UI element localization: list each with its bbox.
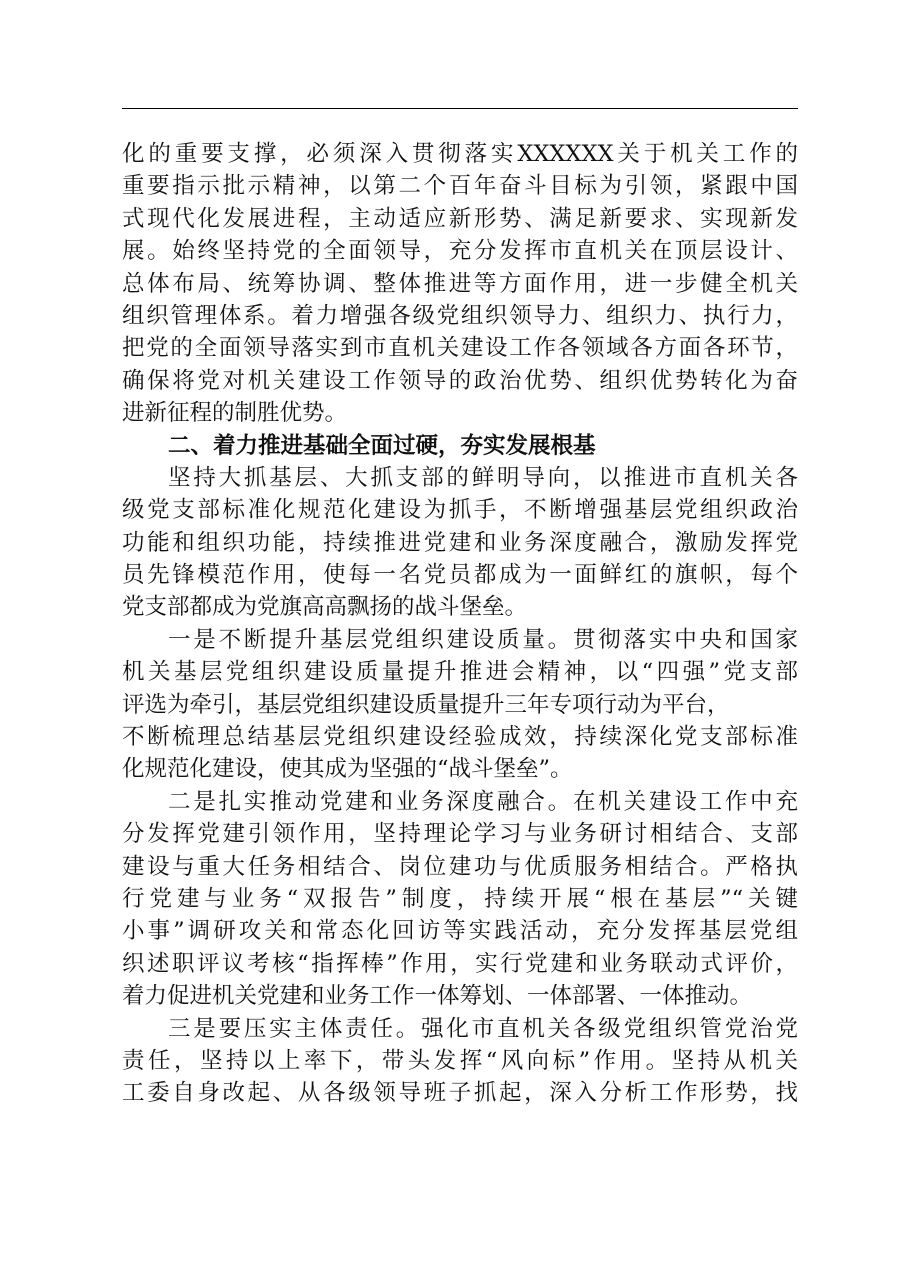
- paragraph-line: 不断梳理总结基层党组织建设经验成效，持续深化党支部标准: [122, 724, 798, 751]
- paragraph-line: 化规范化建设，使其成为坚强的“战斗堡垒”。: [122, 756, 573, 783]
- paragraph-line: 功能和组织功能，持续推进党建和业务深度融合，激励发挥党: [122, 529, 798, 556]
- paragraph-line: 二是扎实推动党建和业务深度融合。在机关建设工作中充: [168, 788, 798, 815]
- paragraph-line: 工委自身改起、从各级领导班子抓起，深入分析工作形势，找: [122, 1080, 798, 1107]
- paragraph-line: 级党支部标准化规范化建设为抓手，不断增强基层党组织政治: [122, 497, 798, 524]
- paragraph-line: 分发挥党建引领作用，坚持理论学习与业务研讨相结合、支部: [122, 821, 798, 848]
- paragraph-line: 化的重要支撑，必须深入贯彻落实XXXXXX关于机关工作的: [122, 141, 798, 167]
- paragraph-line: 责任，坚持以上率下，带头发挥“风向标”作用。坚持从机关: [122, 1047, 798, 1074]
- paragraph-line: 展。始终坚持党的全面领导，充分发挥市直机关在顶层设计、: [122, 238, 798, 265]
- header-rule: [122, 108, 798, 109]
- paragraph-line: 着力促进机关党建和业务工作一体筹划、一体部署、一体推动。: [122, 983, 753, 1010]
- paragraph-line: 组织管理体系。着力增强各级党组织领导力、组织力、执行力，: [122, 302, 798, 329]
- section-heading: 二、着力推进基础全面过硬，夯实发展根基: [168, 432, 596, 459]
- paragraph-line: 把党的全面领导落实到市直机关建设工作各领域各方面各环节，: [122, 335, 798, 362]
- paragraph-line: 评选为牵引，基层党组织建设质量提升三年专项行动为平台，: [122, 691, 730, 718]
- paragraph-line: 小事”调研攻关和常态化回访等实践活动，充分发挥基层党组: [122, 918, 798, 945]
- paragraph-line: 一是不断提升基层党组织建设质量。贯彻落实中央和国家: [168, 626, 798, 653]
- paragraph-line: 重要指示批示精神，以第二个百年奋斗目标为引领，紧跟中国: [122, 173, 798, 200]
- paragraph-line: 坚持大抓基层、大抓支部的鲜明导向，以推进市直机关各: [168, 464, 798, 491]
- paragraph-line: 式现代化发展进程，主动适应新形势、满足新要求、实现新发: [122, 205, 798, 232]
- paragraph-line: 三是要压实主体责任。强化市直机关各级党组织管党治党: [168, 1015, 798, 1042]
- paragraph-line: 行党建与业务“双报告”制度，持续开展“根在基层”“关键: [122, 885, 798, 912]
- paragraph-line: 机关基层党组织建设质量提升推进会精神，以“四强”党支部: [122, 659, 798, 686]
- paragraph-line: 织述职评议考核“指挥棒”作用，实行党建和业务联动式评价，: [122, 950, 798, 977]
- paragraph-line: 总体布局、统筹协调、整体推进等方面作用，进一步健全机关: [122, 270, 798, 297]
- paragraph-line: 党支部都成为党旗高高飘扬的战斗堡垒。: [122, 594, 528, 621]
- paragraph-line: 员先锋模范作用，使每一名党员都成为一面鲜红的旗帜，每个: [122, 562, 798, 589]
- paragraph-line: 确保将党对机关建设工作领导的政治优势、组织优势转化为奋: [122, 367, 798, 394]
- paragraph-line: 建设与重大任务相结合、岗位建功与优质服务相结合。严格执: [122, 853, 798, 880]
- document-body: [122, 138, 798, 1110]
- paragraph-line: 进新征程的制胜优势。: [122, 400, 348, 427]
